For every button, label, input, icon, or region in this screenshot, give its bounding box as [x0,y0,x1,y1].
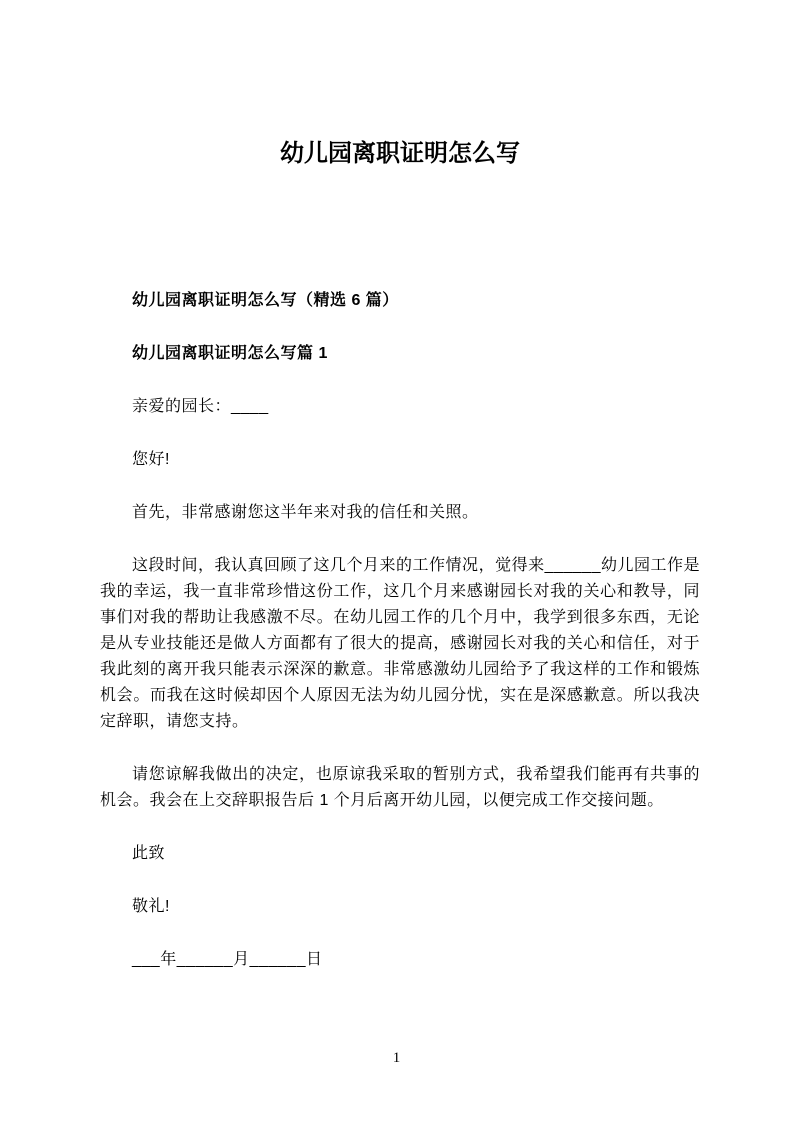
paragraph-greeting: 您好! [132,451,170,468]
paragraph-salutation: 亲爱的园长：____ [132,398,269,415]
page-title: 幼儿园离职证明怎么写 [280,140,520,167]
paragraph-cizhi: 此致 [132,845,166,862]
page-number: 1 [392,1050,401,1066]
paragraph-thanks: 首先，非常感谢您这半年来对我的信任和关照。 [132,504,479,521]
paragraph-body-main: 这段时间，我认真回顾了这几个月来的工作情况，觉得来______幼儿园工作是我的幸运，我一直非常珍惜这份工作，这几个月来感谢园长对我的关心和教导，同事们对我的帮助让我感激不尽。在幼儿园工作的几个月中，我学到很多东西，无论是从专业技能还是做人方面都有了很大的提高，感谢园长对我的关心和信任，对于我此刻的离开我只能表示深深的歉意。非常感激幼儿园给予了我这样的工作和锻炼机会。而我在这时候却因个人原因无法为幼儿园分忧，实在是深感歉意。所以我决定辞职，请您支持。 [100,557,700,730]
paragraph-date-line: ___年______月______日 [132,951,323,968]
paragraph-heading-selection: 幼儿园离职证明怎么写（精选 6 篇） [132,292,399,309]
paragraph-jingli: 敬礼! [132,898,170,915]
paragraph-body-closing: 请您谅解我做出的决定，也原谅我采取的暂别方式，我希望我们能再有共事的机会。我会在上交辞职报告后 1 个月后离开幼儿园，以便完成工作交接问题。 [100,766,700,809]
paragraph-heading-part1: 幼儿园离职证明怎么写篇 1 [132,345,328,362]
